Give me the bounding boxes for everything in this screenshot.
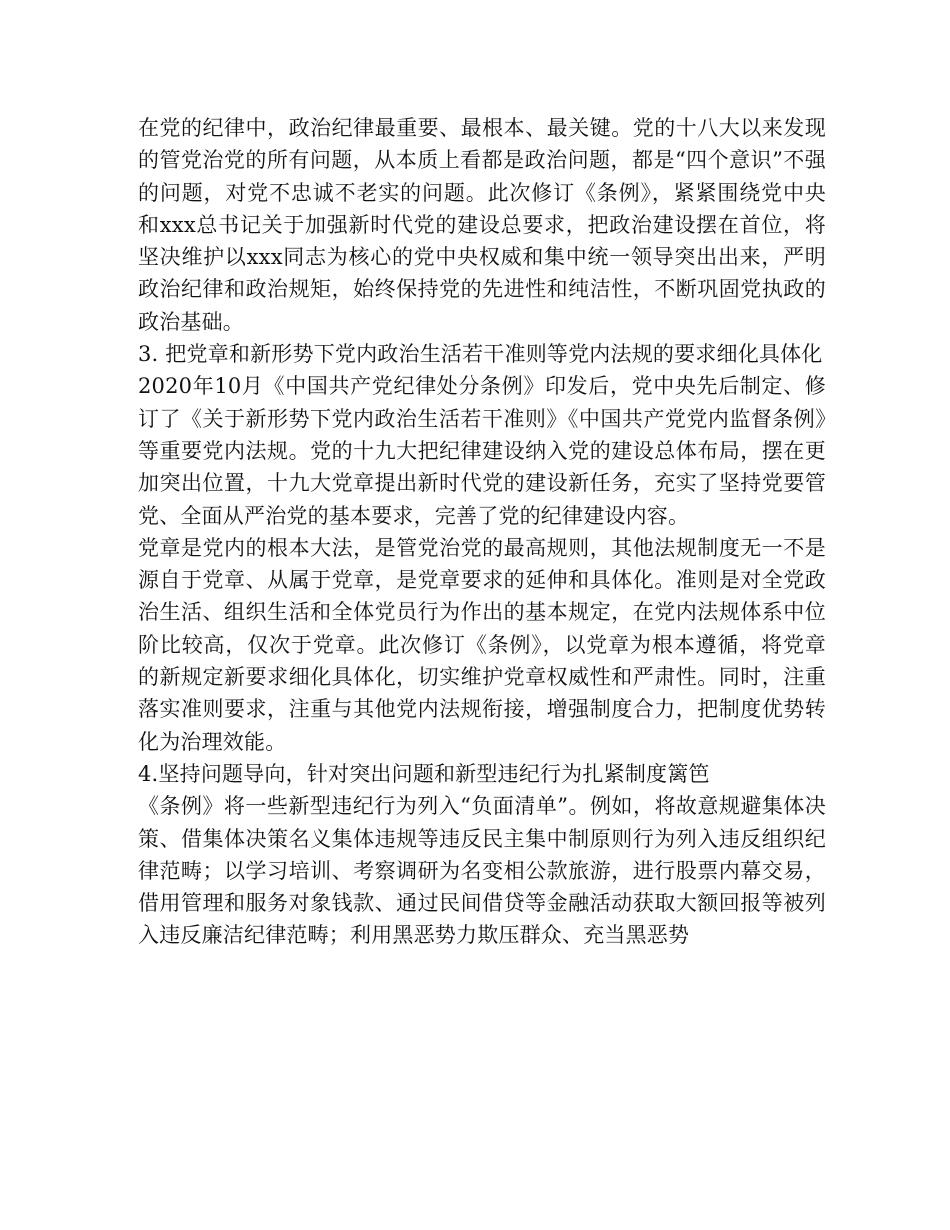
section-heading-3: 3. 把党章和新形势下党内政治生活若干准则等党内法规的要求细化具体化 (138, 342, 823, 367)
paragraph-party-constitution: 党章是党内的根本大法，是管党治党的最高规则，其他法规制度无一不是源自于党章、从属于党章，是党章要求的延伸和具体化。准则是对全党政治生活、组织生活和全体党员行为作出的基本规定，在党内法规体系中位阶比较高，仅次于党章。此次修订《条例》，以党章为根本遵循，将党章的新规定新要求细化具体化，切实维护党章权威性和严肃性。同时，注重落实准则要求，注重与其他党内法规衔接，增强制度合力，把制度优势转化为治理效能。 (138, 535, 826, 754)
document-body (138, 112, 826, 952)
section-heading-4: 4.坚持问题导向，针对突出问题和新型违纪行为扎紧制度篱笆 (138, 761, 710, 786)
paragraph-new-violations: 《条例》将一些新型违纪行为列入“负面清单”。例如，将故意规避集体决策、借集体决策名义集体违规等违反民主集中制原则行为列入违反组织纪律范畴；以学习培训、考察调研为名变相公款旅游，进行股票内幕交易，借用管理和服务对象钱款、通过民间借贷等金融活动获取大额回报等被列入违反廉洁纪律范畴；利用黑恶势力欺压群众、充当黑恶势 (138, 794, 826, 948)
paragraph-political-discipline: 在党的纪律中，政治纪律最重要、最根本、最关键。党的十八大以来发现的管党治党的所有问题，从本质上看都是政治问题，都是“四个意识”不强的问题，对党不忠诚不老实的问题。此次修订《条例》，紧紧围绕党中央和xxx总书记关于加强新时代党的建设总要求，把政治建设摆在首位，将坚决维护以xxx同志为核心的党中央权威和集中统一领导突出出来，严明政治纪律和政治规矩，始终保持党的先进性和纯洁性，不断巩固党执政的政治基础。 (138, 116, 826, 334)
paragraph-regulations-history: 2020年10月《中国共产党纪律处分条例》印发后，党中央先后制定、修订了《关于新形势下党内政治生活若干准则》《中国共产党党内监督条例》等重要党内法规。党的十九大把纪律建设纳入党的建设总体布局，摆在更加突出位置，十九大党章提出新时代党的建设新任务，充实了坚持党要管党、全面从严治党的基本要求，完善了党的纪律建设内容。 (138, 374, 826, 528)
